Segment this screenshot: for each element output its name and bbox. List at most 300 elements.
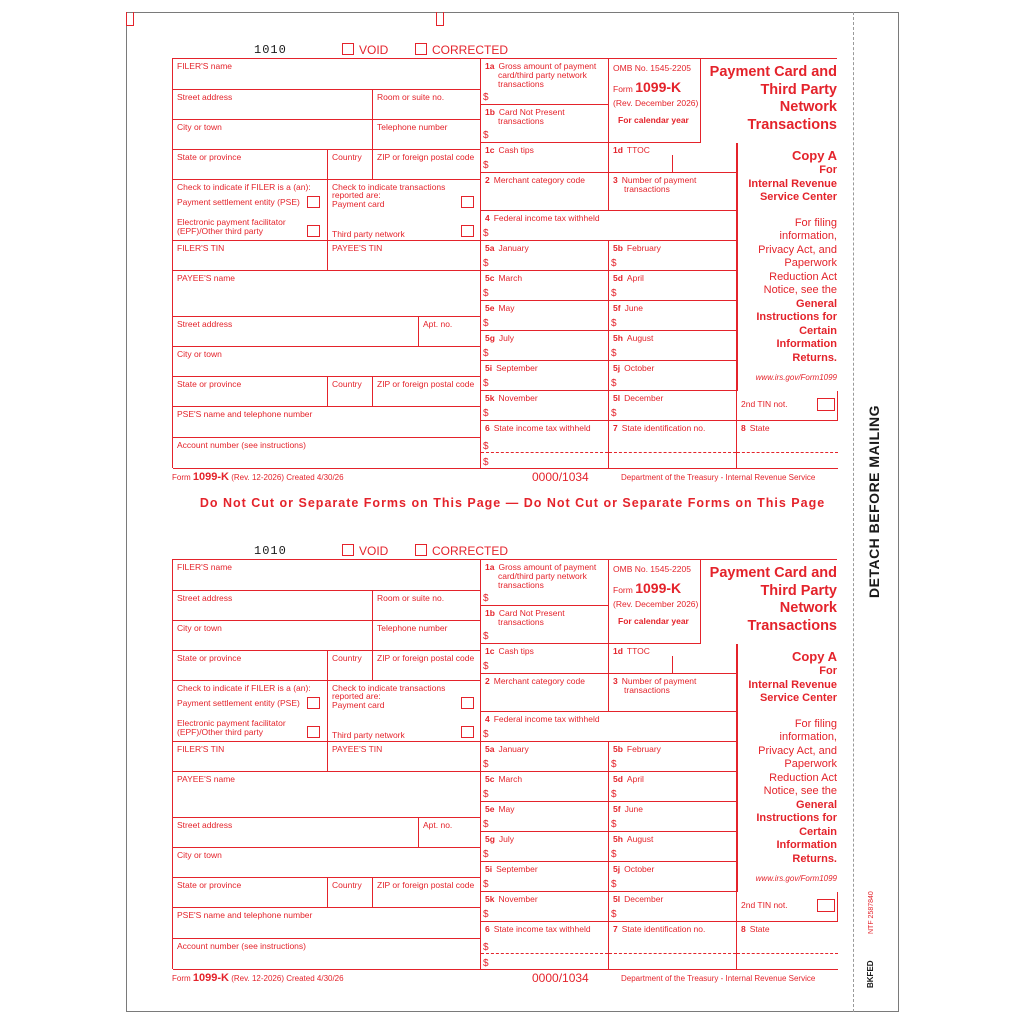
box-2-label: Merchant category code bbox=[493, 175, 585, 185]
footer-form-word: Form bbox=[172, 473, 191, 482]
box-5h-dollar: $ bbox=[611, 348, 617, 359]
box-5d-dollar: $ bbox=[611, 288, 617, 299]
form-number: 1099-K bbox=[635, 580, 682, 596]
box-5c[interactable] bbox=[481, 772, 609, 802]
payee-country-label: Country bbox=[332, 880, 362, 890]
box-8-dashed-divider bbox=[737, 953, 838, 954]
filer-type-checks bbox=[173, 681, 328, 742]
general-line4: Information bbox=[776, 338, 837, 350]
footer-rev: (Rev. 12-2026) Created 4/30/26 bbox=[231, 473, 344, 482]
box-5a-dollar: $ bbox=[483, 759, 489, 770]
payee-zip-field[interactable] bbox=[373, 377, 481, 407]
box-8[interactable] bbox=[737, 922, 838, 970]
title-line1: Payment Card and bbox=[709, 565, 837, 581]
box-5f-number: 5f bbox=[613, 804, 621, 814]
box-1d[interactable] bbox=[609, 143, 737, 173]
footer-form-number: 1099-K bbox=[192, 972, 229, 984]
box-5c-dollar: $ bbox=[483, 789, 489, 800]
second-tin-checkbox[interactable] bbox=[817, 899, 835, 912]
payee-street-field[interactable] bbox=[173, 317, 419, 347]
payee-tin-label: PAYEE'S TIN bbox=[332, 243, 383, 253]
box-1a-number: 1a bbox=[485, 61, 495, 71]
filer-tin-label: FILER'S TIN bbox=[177, 744, 225, 754]
box-4-label: Federal income tax withheld bbox=[493, 213, 600, 223]
filer-room-field[interactable] bbox=[373, 90, 481, 120]
footer-form-number: 1099-K bbox=[192, 471, 229, 483]
box-5h-label: August bbox=[626, 834, 654, 844]
filing-line6: Notice, see the bbox=[763, 284, 837, 296]
filer-city-label: City or town bbox=[177, 623, 222, 633]
grid-bottom-rule bbox=[481, 969, 838, 970]
box-1b-dollar: $ bbox=[483, 130, 489, 141]
pse-label: Payment settlement entity (PSE) bbox=[177, 197, 300, 207]
epf-label-line1: Electronic payment facilitator bbox=[177, 217, 286, 227]
omb-number: OMB No. 1545-2205 bbox=[613, 564, 691, 574]
box-5l-label: December bbox=[624, 393, 664, 403]
box-5k-number: 5k bbox=[485, 393, 495, 403]
box-1c-dollar: $ bbox=[483, 661, 489, 672]
form-word: Form bbox=[613, 84, 633, 94]
box-2-number: 2 bbox=[485, 676, 490, 686]
box-5a-number: 5a bbox=[485, 243, 495, 253]
box-1a-label-line3: transactions bbox=[498, 79, 544, 89]
box-5b[interactable] bbox=[609, 742, 737, 772]
box-5l[interactable] bbox=[609, 391, 737, 421]
detach-before-mailing-text: DETACH BEFORE MAILING bbox=[866, 404, 882, 598]
box-5g-label: July bbox=[498, 834, 515, 844]
box-5f-dollar: $ bbox=[611, 318, 617, 329]
pse-checkbox[interactable] bbox=[307, 697, 320, 709]
filer-zip-label: ZIP or foreign postal code bbox=[377, 152, 475, 162]
box-5c-number: 5c bbox=[485, 273, 495, 283]
box-1b-label-line1: Card Not Present bbox=[498, 107, 565, 117]
general-line4: Information bbox=[776, 839, 837, 851]
box-5g-dollar: $ bbox=[483, 348, 489, 359]
payee-zip-field[interactable] bbox=[373, 878, 481, 908]
box-6-dollar-line2: $ bbox=[483, 958, 489, 969]
filer-telephone-field[interactable] bbox=[373, 621, 481, 651]
box-5c[interactable] bbox=[481, 271, 609, 301]
box-1c-label: Cash tips bbox=[498, 646, 534, 656]
filer-type-title: Check to indicate if FILER is a (an): bbox=[177, 683, 311, 693]
box-8[interactable] bbox=[737, 421, 838, 469]
second-tin-label: 2nd TIN not. bbox=[741, 399, 788, 409]
box-5j[interactable] bbox=[609, 361, 737, 391]
form-number: 1099-K bbox=[635, 79, 682, 95]
box-5i-label: September bbox=[496, 864, 538, 874]
box-4-dollar: $ bbox=[483, 228, 489, 239]
form-title bbox=[701, 565, 837, 635]
filing-line1: For filing bbox=[794, 216, 837, 229]
box-5b-number: 5b bbox=[613, 243, 623, 253]
box-5a[interactable] bbox=[481, 742, 609, 772]
box-5g[interactable] bbox=[481, 832, 609, 862]
box-5b-label: February bbox=[626, 243, 661, 253]
form-title bbox=[701, 64, 837, 134]
box-5g-label: July bbox=[498, 333, 515, 343]
box-1a[interactable] bbox=[481, 59, 609, 105]
box-4-number: 4 bbox=[485, 213, 490, 223]
box-5b[interactable] bbox=[609, 241, 737, 271]
payee-country-field[interactable] bbox=[328, 377, 373, 407]
box-5l-number: 5l bbox=[613, 894, 621, 904]
filer-type-checks bbox=[173, 180, 328, 241]
box-1b[interactable] bbox=[481, 105, 609, 143]
box-5i-number: 5i bbox=[485, 363, 493, 373]
filer-state-field[interactable] bbox=[173, 651, 328, 681]
box-1a-label-line2: card/third party network bbox=[498, 70, 587, 80]
corrected-checkbox[interactable] bbox=[415, 544, 427, 556]
box-5k[interactable] bbox=[481, 892, 609, 922]
footer-dept: Department of the Treasury - Internal Revenue Service bbox=[621, 473, 816, 482]
box-1a-dollar: $ bbox=[483, 593, 489, 604]
corrected-label: CORRECTED bbox=[432, 43, 509, 57]
box-5d[interactable] bbox=[609, 271, 737, 301]
filer-state-field[interactable] bbox=[173, 150, 328, 180]
calendar-year: For calendar year bbox=[618, 115, 689, 125]
box-1c-number: 1c bbox=[485, 145, 495, 155]
copy-irs-line2: Service Center bbox=[759, 191, 837, 203]
payee-street-label: Street address bbox=[177, 820, 233, 830]
box-5e-number: 5e bbox=[485, 804, 495, 814]
payee-tin-field[interactable] bbox=[328, 241, 481, 271]
box-8-dashed-divider bbox=[737, 452, 838, 453]
box-5h-number: 5h bbox=[613, 834, 623, 844]
form-copy-top bbox=[0, 0, 1024, 484]
stock-code: BKFED bbox=[866, 960, 875, 988]
void-checkbox[interactable] bbox=[342, 544, 354, 556]
copy-for: For bbox=[819, 665, 837, 677]
payee-city-field[interactable] bbox=[173, 347, 481, 377]
footer-dept: Department of the Treasury - Internal Revenue Service bbox=[621, 974, 816, 983]
calendar-year: For calendar year bbox=[618, 616, 689, 626]
copy-label: Copy A bbox=[791, 148, 837, 163]
second-tin-box[interactable] bbox=[737, 391, 838, 421]
box-1d[interactable] bbox=[609, 644, 737, 674]
account-number-field[interactable] bbox=[173, 939, 481, 970]
box-5e-number: 5e bbox=[485, 303, 495, 313]
filer-zip-field[interactable] bbox=[373, 651, 481, 681]
box-5k-number: 5k bbox=[485, 894, 495, 904]
title-line3: Network bbox=[779, 600, 837, 616]
box-5d[interactable] bbox=[609, 772, 737, 802]
payment-card-checkbox[interactable] bbox=[461, 697, 474, 709]
void-label: VOID bbox=[359, 43, 389, 57]
pse-name-phone-label: PSE'S name and telephone number bbox=[177, 409, 313, 419]
account-number-label: Account number (see instructions) bbox=[177, 440, 306, 450]
box-1c[interactable] bbox=[481, 644, 609, 674]
account-number-label: Account number (see instructions) bbox=[177, 941, 306, 951]
filing-line3: Privacy Act, and bbox=[758, 243, 837, 256]
box-2[interactable] bbox=[481, 674, 609, 712]
filer-state-label: State or province bbox=[177, 653, 242, 663]
box-6-dashed-divider bbox=[481, 452, 608, 453]
filer-tin-field[interactable] bbox=[173, 742, 328, 772]
filing-line5: Reduction Act bbox=[769, 270, 837, 283]
box-5g[interactable] bbox=[481, 331, 609, 361]
box-3-number: 3 bbox=[613, 175, 618, 185]
form-grid bbox=[172, 58, 837, 468]
payee-name-field[interactable] bbox=[173, 271, 481, 317]
general-line1: General bbox=[796, 297, 837, 310]
box-5b-number: 5b bbox=[613, 744, 623, 754]
box-5i-dollar: $ bbox=[483, 378, 489, 389]
payee-zip-label: ZIP or foreign postal code bbox=[377, 880, 475, 890]
box-5k-dollar: $ bbox=[483, 909, 489, 920]
filer-country-label: Country bbox=[332, 152, 362, 162]
box-6-number: 6 bbox=[485, 423, 490, 433]
box-5e-dollar: $ bbox=[483, 819, 489, 830]
title-line2: Third Party bbox=[760, 81, 837, 98]
box-5f-label: June bbox=[624, 804, 643, 814]
box-5h[interactable] bbox=[609, 832, 737, 862]
omb-block bbox=[609, 59, 701, 143]
box-1d-label: TTOC bbox=[626, 646, 650, 656]
box-1c[interactable] bbox=[481, 143, 609, 173]
filer-room-field[interactable] bbox=[373, 591, 481, 621]
box-5f-number: 5f bbox=[613, 303, 621, 313]
box-5c-label: March bbox=[498, 774, 523, 784]
copy-for: For bbox=[819, 164, 837, 176]
third-party-network-label: Third party network bbox=[332, 730, 405, 740]
payee-city-label: City or town bbox=[177, 850, 222, 860]
epf-label-line1: Electronic payment facilitator bbox=[177, 718, 286, 728]
box-1c-dollar: $ bbox=[483, 160, 489, 171]
box-5h[interactable] bbox=[609, 331, 737, 361]
separator-warning: Do Not Cut or Separate Forms on This Page — Do Not Cut or Separate Forms on This Page bbox=[199, 496, 826, 510]
filer-state-label: State or province bbox=[177, 152, 242, 162]
filer-city-field[interactable] bbox=[173, 621, 373, 651]
epf-checkbox[interactable] bbox=[307, 225, 320, 237]
box-5d-label: April bbox=[626, 774, 644, 784]
box-6-dashed-divider bbox=[481, 953, 608, 954]
box-6-label: State income tax withheld bbox=[493, 924, 591, 934]
filer-tin-field[interactable] bbox=[173, 241, 328, 271]
box-5f[interactable] bbox=[609, 802, 737, 832]
box-5l-label: December bbox=[624, 894, 664, 904]
box-5j-number: 5j bbox=[613, 864, 621, 874]
second-tin-label: 2nd TIN not. bbox=[741, 900, 788, 910]
box-1c-number: 1c bbox=[485, 646, 495, 656]
payee-city-label: City or town bbox=[177, 349, 222, 359]
box-7[interactable] bbox=[609, 922, 737, 970]
box-4[interactable] bbox=[481, 712, 737, 742]
box-5k-label: November bbox=[498, 894, 538, 904]
third-party-network-checkbox[interactable] bbox=[461, 726, 474, 738]
box-5d-number: 5d bbox=[613, 774, 623, 784]
general-line5: Returns. bbox=[792, 852, 837, 865]
box-5l[interactable] bbox=[609, 892, 737, 922]
filing-line2: information, bbox=[779, 230, 837, 242]
filer-country-field[interactable] bbox=[328, 651, 373, 681]
copy-info bbox=[739, 649, 837, 886]
pse-checkbox[interactable] bbox=[307, 196, 320, 208]
payee-street-field[interactable] bbox=[173, 818, 419, 848]
filer-street-field[interactable] bbox=[173, 591, 373, 621]
box-6[interactable] bbox=[481, 421, 609, 469]
box-1c-label: Cash tips bbox=[498, 145, 534, 155]
box-5g-number: 5g bbox=[485, 834, 495, 844]
third-party-network-checkbox[interactable] bbox=[461, 225, 474, 237]
box-7[interactable] bbox=[609, 421, 737, 469]
general-line1: General bbox=[796, 798, 837, 811]
box-1b-label-line2: transactions bbox=[498, 116, 544, 126]
third-party-network-label: Third party network bbox=[332, 229, 405, 239]
trans-type-title-line1: Check to indicate transactions bbox=[332, 683, 446, 693]
box-4[interactable] bbox=[481, 211, 737, 241]
box-1a-label-line2: card/third party network bbox=[498, 571, 587, 581]
copy-irs-line1: Internal Revenue bbox=[748, 678, 837, 691]
box-1a-label-line1: Gross amount of payment bbox=[498, 562, 597, 572]
box-3-label-line2: transactions bbox=[624, 685, 670, 695]
box-5k-label: November bbox=[498, 393, 538, 403]
omb-block bbox=[609, 560, 701, 644]
filing-line2: information, bbox=[779, 731, 837, 743]
copy-column-rule bbox=[737, 143, 738, 391]
box-5a[interactable] bbox=[481, 241, 609, 271]
box-6-number: 6 bbox=[485, 924, 490, 934]
box-5c-number: 5c bbox=[485, 774, 495, 784]
payee-tin-field[interactable] bbox=[328, 742, 481, 772]
box-5f-label: June bbox=[624, 303, 643, 313]
copy-info bbox=[739, 148, 837, 385]
box-5d-number: 5d bbox=[613, 273, 623, 283]
box-5f[interactable] bbox=[609, 301, 737, 331]
payee-country-field[interactable] bbox=[328, 878, 373, 908]
box-3-label-line1: Number of payment bbox=[621, 175, 697, 185]
box-4-label: Federal income tax withheld bbox=[493, 714, 600, 724]
filer-name-field[interactable] bbox=[173, 560, 481, 591]
account-number-field[interactable] bbox=[173, 438, 481, 469]
box-1a[interactable] bbox=[481, 560, 609, 606]
box-5i[interactable] bbox=[481, 361, 609, 391]
box-5e-label: May bbox=[498, 303, 515, 313]
box-5k[interactable] bbox=[481, 391, 609, 421]
footer-form-word: Form bbox=[172, 974, 191, 983]
general-line2: Instructions for bbox=[756, 311, 837, 323]
title-line1: Payment Card and bbox=[709, 64, 837, 80]
box-3-label-line2: transactions bbox=[624, 184, 670, 194]
trans-type-title-line2: reported are: bbox=[332, 691, 381, 701]
filer-country-field[interactable] bbox=[328, 150, 373, 180]
filer-street-field[interactable] bbox=[173, 90, 373, 120]
box-5j[interactable] bbox=[609, 862, 737, 892]
payee-state-field[interactable] bbox=[173, 878, 328, 908]
form-grid bbox=[172, 559, 837, 969]
corrected-checkbox[interactable] bbox=[415, 43, 427, 55]
filer-telephone-field[interactable] bbox=[373, 120, 481, 150]
box-8-label: State bbox=[749, 423, 770, 433]
pse-name-phone-field[interactable] bbox=[173, 908, 481, 939]
copy-column-rule bbox=[737, 644, 738, 892]
epf-checkbox[interactable] bbox=[307, 726, 320, 738]
box-6[interactable] bbox=[481, 922, 609, 970]
filer-room-label: Room or suite no. bbox=[377, 593, 445, 603]
box-8-number: 8 bbox=[741, 924, 746, 934]
box-1a-label-line3: transactions bbox=[498, 580, 544, 590]
box-2-number: 2 bbox=[485, 175, 490, 185]
box-5g-dollar: $ bbox=[483, 849, 489, 860]
filing-line5: Reduction Act bbox=[769, 771, 837, 784]
box-5d-label: April bbox=[626, 273, 644, 283]
box-5c-label: March bbox=[498, 273, 523, 283]
box-2-label: Merchant category code bbox=[493, 676, 585, 686]
box-5h-dollar: $ bbox=[611, 849, 617, 860]
payee-name-label: PAYEE'S name bbox=[177, 273, 236, 283]
box-5j-dollar: $ bbox=[611, 378, 617, 389]
box-6-label: State income tax withheld bbox=[493, 423, 591, 433]
payee-street-label: Street address bbox=[177, 319, 233, 329]
second-tin-box[interactable] bbox=[737, 892, 838, 922]
box-1b[interactable] bbox=[481, 606, 609, 644]
box-1a-number: 1a bbox=[485, 562, 495, 572]
filer-name-field[interactable] bbox=[173, 59, 481, 90]
box-3[interactable] bbox=[609, 173, 737, 211]
box-7-dashed-divider bbox=[609, 452, 736, 453]
payee-state-field[interactable] bbox=[173, 377, 328, 407]
payee-apt-field[interactable] bbox=[419, 317, 481, 347]
box-5a-label: January bbox=[498, 243, 529, 253]
box-7-label: State identification no. bbox=[621, 924, 706, 934]
box-8-number: 8 bbox=[741, 423, 746, 433]
payee-name-field[interactable] bbox=[173, 772, 481, 818]
form-code: 1010 bbox=[254, 544, 287, 558]
box-7-dashed-divider bbox=[609, 953, 736, 954]
transaction-type-checks bbox=[328, 180, 481, 241]
form-code: 1010 bbox=[254, 43, 287, 57]
box-3[interactable] bbox=[609, 674, 737, 712]
box-2[interactable] bbox=[481, 173, 609, 211]
filing-line3: Privacy Act, and bbox=[758, 744, 837, 757]
box-1b-dollar: $ bbox=[483, 631, 489, 642]
filing-line4: Paperwork bbox=[784, 257, 837, 269]
box-8-label: State bbox=[749, 924, 770, 934]
payee-apt-field[interactable] bbox=[419, 818, 481, 848]
payment-card-checkbox[interactable] bbox=[461, 196, 474, 208]
irs-url: www.irs.gov/Form1099 bbox=[755, 373, 837, 382]
box-1b-label-line1: Card Not Present bbox=[498, 608, 565, 618]
filer-city-field[interactable] bbox=[173, 120, 373, 150]
filer-telephone-label: Telephone number bbox=[377, 623, 448, 633]
pse-name-phone-field[interactable] bbox=[173, 407, 481, 438]
payee-state-label: State or province bbox=[177, 880, 242, 890]
box-5l-dollar: $ bbox=[611, 408, 617, 419]
transaction-type-checks bbox=[328, 681, 481, 742]
box-5i[interactable] bbox=[481, 862, 609, 892]
footer-code: 0000/1034 bbox=[532, 470, 589, 484]
box-1d-number: 1d bbox=[613, 145, 623, 155]
box-5e[interactable] bbox=[481, 802, 609, 832]
box-5h-number: 5h bbox=[613, 333, 623, 343]
payee-country-label: Country bbox=[332, 379, 362, 389]
general-line2: Instructions for bbox=[756, 812, 837, 824]
general-line3: Certain bbox=[799, 825, 837, 838]
trans-type-title-line2: reported are: bbox=[332, 190, 381, 200]
filer-country-label: Country bbox=[332, 653, 362, 663]
copy-label: Copy A bbox=[791, 649, 837, 664]
omb-number: OMB No. 1545-2205 bbox=[613, 63, 691, 73]
filer-zip-field[interactable] bbox=[373, 150, 481, 180]
epf-label-line2: (EPF)/Other third party bbox=[177, 226, 263, 236]
box-5e[interactable] bbox=[481, 301, 609, 331]
second-tin-checkbox[interactable] bbox=[817, 398, 835, 411]
payee-city-field[interactable] bbox=[173, 848, 481, 878]
pse-label: Payment settlement entity (PSE) bbox=[177, 698, 300, 708]
void-checkbox[interactable] bbox=[342, 43, 354, 55]
box-1d-number: 1d bbox=[613, 646, 623, 656]
box-5c-dollar: $ bbox=[483, 288, 489, 299]
title-line4: Transactions bbox=[747, 617, 837, 634]
